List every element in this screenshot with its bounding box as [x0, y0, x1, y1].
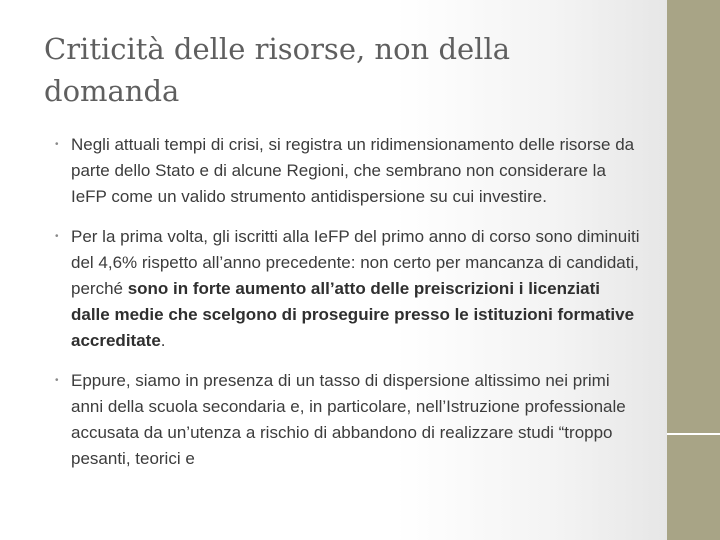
bullet-text: Per la prima volta, gli iscritti alla IeFP del primo anno di corso sono diminuiti del 4,6% rispetto all’anno precedente: non certo per mancanza di candidati, perché	[71, 227, 640, 298]
bullet-dot-icon: •	[55, 231, 59, 242]
bullet-list	[50, 132, 640, 486]
slide-title: Criticità delle risorse, non della domanda	[44, 32, 511, 108]
bullet-bold-text: sono in forte aumento all’atto delle preiscrizioni i licenziati dalle medie che scelgono di proseguire presso le istituzioni formative accreditate	[71, 279, 635, 350]
right-band-divider	[667, 433, 720, 435]
bullet-text: Eppure, siamo in presenza di un tasso di dispersione altissimo nei primi anni della scuola secondaria e, in particolare, nell’Istruzione professionale accusata da un’utenza a rischio di abbandono di realizzare studi “troppo pesanti, teorici e	[71, 371, 626, 468]
bullet-item-2	[50, 224, 640, 354]
bullet-text: Negli attuali tempi di crisi, si registra un ridimensionamento delle risorse da parte dello Stato e di alcune Regioni, che sembrano non considerare la IeFP come un valido strumento antidispersione su cui investire.	[71, 135, 635, 206]
bullet-item-1	[50, 132, 640, 210]
bullet-dot-icon: •	[55, 375, 59, 386]
bullet-text-end: .	[160, 331, 166, 350]
right-accent-band	[667, 0, 720, 540]
bullet-item-3	[50, 368, 640, 472]
bullet-dot-icon: •	[55, 139, 59, 150]
